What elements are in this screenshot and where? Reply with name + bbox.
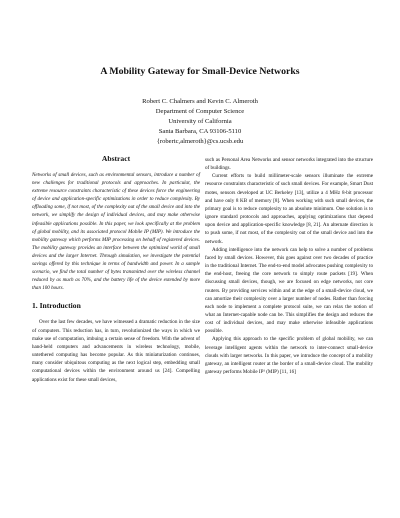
author-names: Robert C. Chalmers and Kevin C. Almeroth — [142, 98, 258, 105]
body-paragraph-1: such as Personal Area Networks and sensor networks integrated into the structure of buildings. — [205, 157, 373, 172]
left-column — [32, 154, 200, 384]
author-department: Department of Computer Science — [155, 108, 245, 115]
author-block — [0, 97, 400, 147]
body-paragraph-4: Applying this approach to the specific problem of global mobility, we can leverage intelligent agents within the network to inter-connect small-device clouds with larger networks. In this paper, we introduce the concept of a mobility gateway, an intelligent router at the border of a small-device cloud. The mobility gateway performs Mobile IP¹ (MIP) [11, 16] — [205, 336, 373, 376]
author-university: University of California — [168, 118, 232, 125]
abstract-text: Networks of small devices, such as environmental sensors, introduce a number of new challenges for traditional protocols and approaches. In particular, the extreme resource constraints characteristic of these devices force the engineering of device and application-specific optimizations in order to reduce complexity. By offloading some, if not most, of the complexity out of the small device and into the network, we simplify the design of individual devices, and may make otherwise infeasible applications possible. In this paper, we look specifically at the problem of global mobility, and its associated protocol Mobile IP (MIP). We introduce the mobility gateway which performs MIP processing on behalf of registered devices. The mobility gateway provides an interface between the optimized world of small devices and the larger Internet. Through simulation, we investigate the potential savings offered by this technique in terms of bandwidth and power. In a sample scenario, we find the total number of bytes transmitted over the wireless channel reduced by as much as 70%, and the battery life of the device extended by more than 100 hours. — [32, 172, 200, 292]
right-column — [205, 156, 373, 376]
introduction-paragraph: Over the last few decades, we have witnessed a dramatic reduction in the size of computers. This reduction has, in turn, revolutionized the ways in which we make use of computation, imbuing a certain sense of freedom. With the advent of hand-held computers and advancements in wireless technology, mobile, untethered computing has become popular. As this miniaturization continues, many consider ubiquitous computing as the next logical step, embedding small computational devices within the environment around us [24]. Compelling applications exist for these small devices, — [32, 319, 200, 383]
author-email: {robertc,almeroth}@cs.ucsb.edu — [156, 138, 244, 145]
introduction-heading: 1. Introduction — [32, 301, 81, 311]
body-paragraph-2: Current efforts to build millimeter-scale sensors illuminate the extreme resource constraints characteristic of such small devices. For example, Smart Dust motes, sensors developed at UC Berkeley [13], utilize a 4 MHz 8-bit processor and have only 8 KB of memory [8]. When working with such small devices, the primary goal is to reduce complexity to an absolute minimum. One solution is to ignore standard protocols and approaches, applying optimizations that depend upon device and application-specific knowledge [8, 21]. An alternate direction is to push some, if not most, of the complexity out of the small device and into the network. — [205, 173, 373, 245]
abstract-heading: Abstract — [101, 154, 131, 163]
paper-title: A Mobility Gateway for Small-Device Networks — [100, 66, 300, 77]
author-city: Santa Barbara, CA 93106-5110 — [158, 128, 242, 135]
body-paragraph-3: Adding intelligence into the network can help to solve a number of problems faced by small devices. However, this goes against over two decades of practice in the traditional Internet. The end-to-end model advocates pushing complexity to the end-host, freeing the core network to simply route packets [19]. When discussing small devices, though, we are focused on edge networks, not core routers. By providing services within and at the edge of a small-device cloud, we can amortize their complexity over a larger number of nodes. Rather than forcing each node to implement a complete protocol suite, we can relax the notion of what an Internet-capable node can be. This simplifies the design and reduces the cost of individual devices, and may make otherwise infeasible applications possible. — [205, 246, 373, 335]
